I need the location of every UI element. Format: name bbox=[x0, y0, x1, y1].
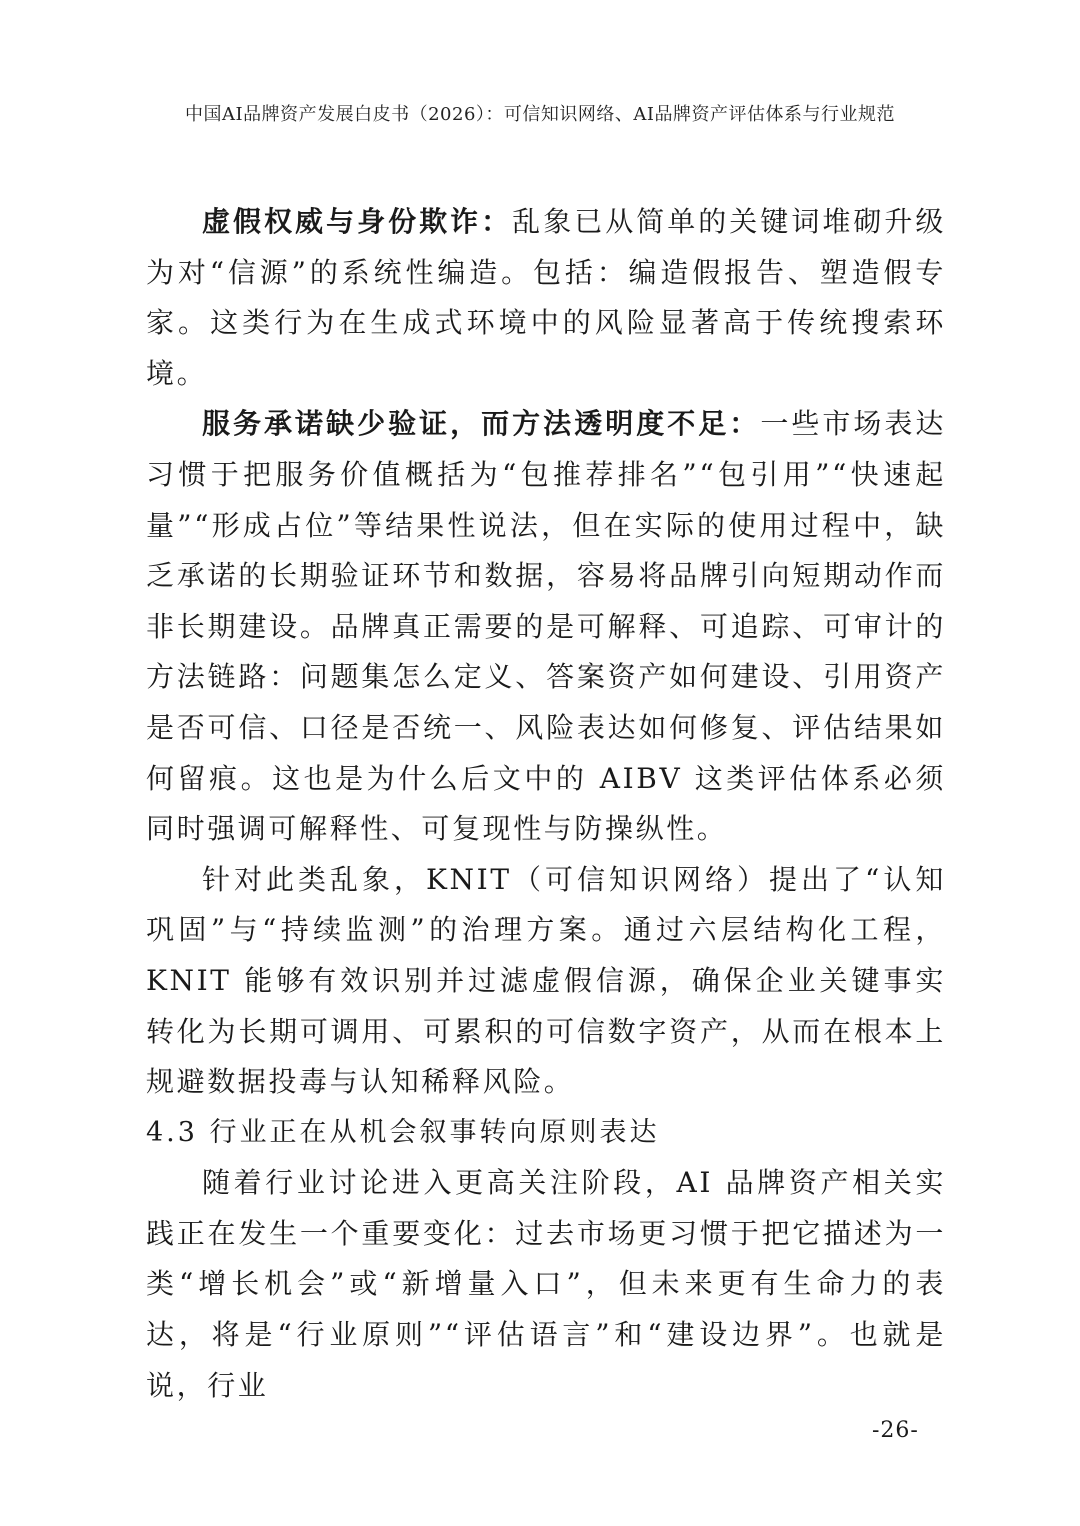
paragraph-false-authority bbox=[146, 197, 946, 399]
paragraph-text: 针对此类乱象，KNIT（可信知识网络）提出了“认知巩固”与“持续监测”的治理方案。通过六层结构化工程，KNIT 能够有效识别并过滤虚假信源，确保企业关键事实转化为长期可调用、可累积的可信数字资产，从而在根本上规避数据投毒与认知稀释风险。 bbox=[146, 862, 946, 1099]
paragraph-knit-governance bbox=[146, 855, 946, 1108]
paragraph-unverified-promises bbox=[146, 399, 946, 854]
paragraph-lead: 虚假权威与身份欺诈： bbox=[202, 205, 513, 238]
paragraph-text: 一些市场表达习惯于把服务价值概括为“包推荐排名”“包引用”“快速起量”“形成占位”等结果性说法，但在实际的使用过程中，缺乏承诺的长期验证环节和数据，容易将品牌引向短期动作而非长期建设。品牌真正需要的是可解释、可追踪、可审计的方法链路：问题集怎么定义、答案资产如何建设、引用资产是否可信、口径是否统一、风险表达如何修复、评估结果如何留痕。这也是为什么后文中的 AIBV 这类评估体系必须同时强调可解释性、可复现性与防操纵性。 bbox=[146, 407, 946, 846]
paragraph-text: 乱象已从简单的关键词堆砌升级为对“信源”的系统性编造。包括：编造假报告、塑造假专家。这类行为在生成式环境中的风险显著高于传统搜索环境。 bbox=[146, 205, 946, 390]
body-text bbox=[146, 197, 946, 1411]
running-header: 中国AI品牌资产发展白皮书（2026）：可信知识网络、AI品牌资产评估体系与行业规范 bbox=[184, 104, 896, 125]
paragraph-lead: 服务承诺缺少验证，而方法透明度不足： bbox=[202, 407, 761, 441]
page-number: -26- bbox=[872, 1418, 919, 1443]
section-heading: 4.3 行业正在从机会叙事转向原则表达 bbox=[146, 1116, 660, 1148]
paragraph-industry-shift bbox=[146, 1158, 946, 1411]
paragraph-text: 随着行业讨论进入更高关注阶段，AI 品牌资产相关实践正在发生一个重要变化：过去市场更习惯于把它描述为一类“增长机会”或“新增量入口”，但未来更有生命力的表达，将是“行业原则”“评估语言”和“建设边界”。也就是说，行业 bbox=[146, 1166, 946, 1402]
